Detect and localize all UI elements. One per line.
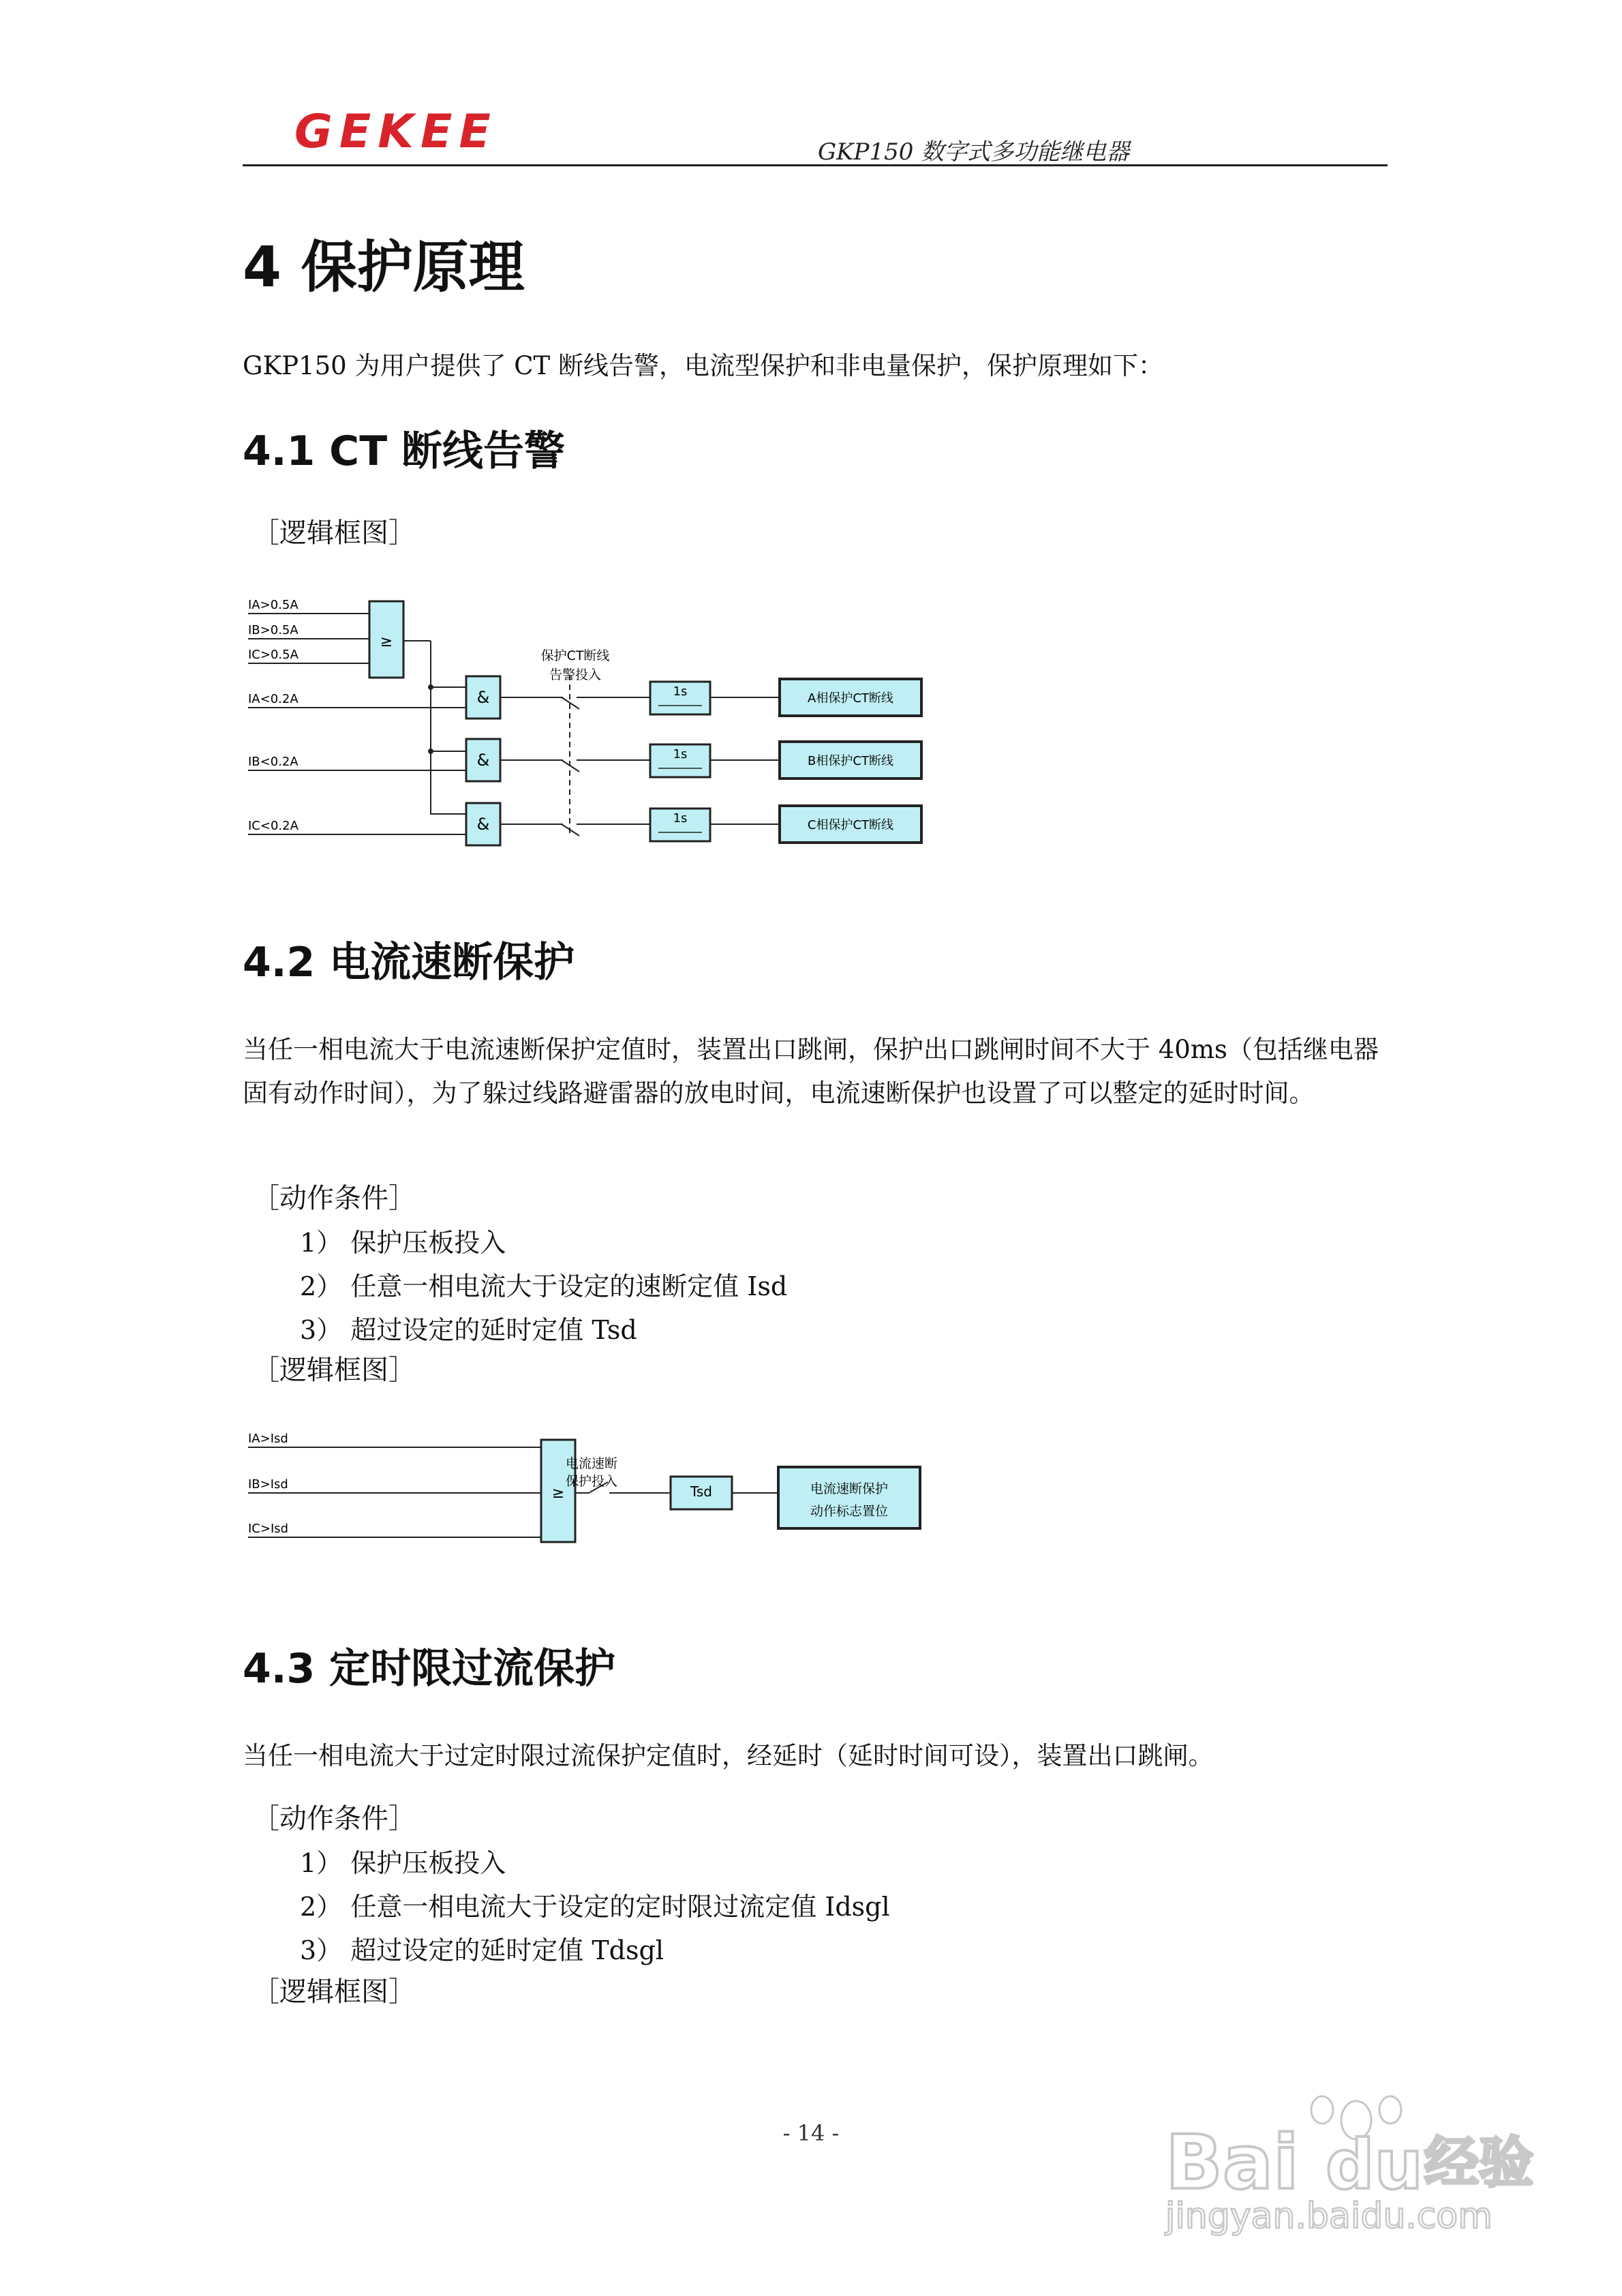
output-label: 电流速断保护	[810, 1481, 889, 1496]
timer-label: Tsd	[690, 1483, 713, 1500]
section-4-2-logic-label: ［逻辑框图］	[252, 1355, 416, 1386]
section-4-3-condition: 1） 保护压板投入	[300, 1848, 506, 1878]
switch-label: 告警投入	[549, 667, 602, 682]
section-4-2-title: 4.2 电流速断保护	[243, 939, 575, 986]
header-rule	[243, 164, 1388, 166]
output-c-label: C相保护CT断线	[807, 818, 894, 832]
section-4-2-condition: 2） 任意一相电流大于设定的速断定值 Isd	[300, 1271, 788, 1301]
section-4-3-logic-label: ［逻辑框图］	[252, 1976, 416, 2008]
output-label: 动作标志置位	[810, 1504, 889, 1519]
baidu-watermark	[1152, 2079, 1561, 2236]
input-label: IA>Isd	[248, 1432, 288, 1446]
switch-label: 保护投入	[565, 1474, 618, 1489]
section-4-3-conditions-label: ［动作条件］	[252, 1803, 416, 1834]
section-4-2-condition: 1） 保护压板投入	[300, 1228, 506, 1258]
section-4-3-title: 4.3 定时限过流保护	[243, 1645, 616, 1693]
output-b-label: B相保护CT断线	[808, 754, 893, 768]
input-label: IB>Isd	[248, 1477, 288, 1492]
timer-label: 1s	[673, 747, 688, 761]
instant-overcurrent-logic-diagram	[243, 1425, 951, 1561]
switch-label: 保护CT断线	[540, 648, 610, 663]
watermark-jingyan: 经验	[1424, 2131, 1533, 2194]
gekee-logo: GEKEE	[294, 105, 498, 159]
and-gate-symbol: &	[476, 815, 490, 834]
section-4-2-body: 当任一相电流大于电流速断保护定值时，装置出口跳闸，保护出口跳闸时间不大于 40ms（包括继电器固有动作时间），为了躲过线路避雷器的放电时间，电流速断保护也设置了可以整定的延时时间。	[243, 1035, 1379, 1108]
input-label: IC>0.5A	[248, 648, 299, 662]
watermark-du: du	[1326, 2125, 1423, 2205]
and-gate-symbol: &	[476, 688, 490, 707]
ct-break-logic-diagram	[243, 586, 951, 859]
or-gate-symbol: ≥	[551, 1485, 565, 1502]
section-4-1-logic-label: ［逻辑框图］	[252, 517, 416, 549]
input-label: IB<0.2A	[248, 755, 299, 769]
section-4-1-title: 4.1 CT 断线告警	[243, 427, 566, 475]
output-a-label: A相保护CT断线	[808, 691, 893, 706]
input-label: IA<0.2A	[248, 692, 299, 706]
input-label: IC<0.2A	[248, 819, 299, 833]
and-gate-symbol: &	[476, 751, 490, 770]
watermark-url: jingyan.baidu.com	[1165, 2196, 1493, 2236]
section-4-2-conditions-label: ［动作条件］	[252, 1183, 416, 1214]
timer-label: 1s	[673, 684, 688, 699]
input-label: IA>0.5A	[248, 598, 299, 612]
chapter-title: 4 保护原理	[243, 235, 525, 300]
input-label: IC>Isd	[248, 1522, 289, 1536]
or-gate-symbol: ≥	[380, 633, 393, 650]
page-number: - 14 -	[782, 2120, 840, 2146]
section-4-2-condition: 3） 超过设定的延时定值 Tsd	[300, 1315, 637, 1345]
timer-label: 1s	[673, 811, 688, 826]
header-title: GKP150 数字式多功能继电器	[818, 138, 1130, 166]
section-4-3-condition: 2） 任意一相电流大于设定的定时限过流定值 Idsgl	[300, 1892, 890, 1922]
section-4-3-body: 当任一相电流大于过定时限过流保护定值时，经延时（延时时间可设），装置出口跳闸。	[243, 1741, 1214, 1770]
section-4-3-condition: 3） 超过设定的延时定值 Tdsgl	[300, 1935, 664, 1965]
chapter-intro: GKP150 为用户提供了 CT 断线告警，电流型保护和非电量保护，保护原理如下：	[243, 351, 1163, 380]
input-label: IB>0.5A	[248, 623, 299, 637]
watermark-bai: Bai	[1165, 2119, 1299, 2206]
switch-label: 电流速断	[565, 1456, 618, 1471]
